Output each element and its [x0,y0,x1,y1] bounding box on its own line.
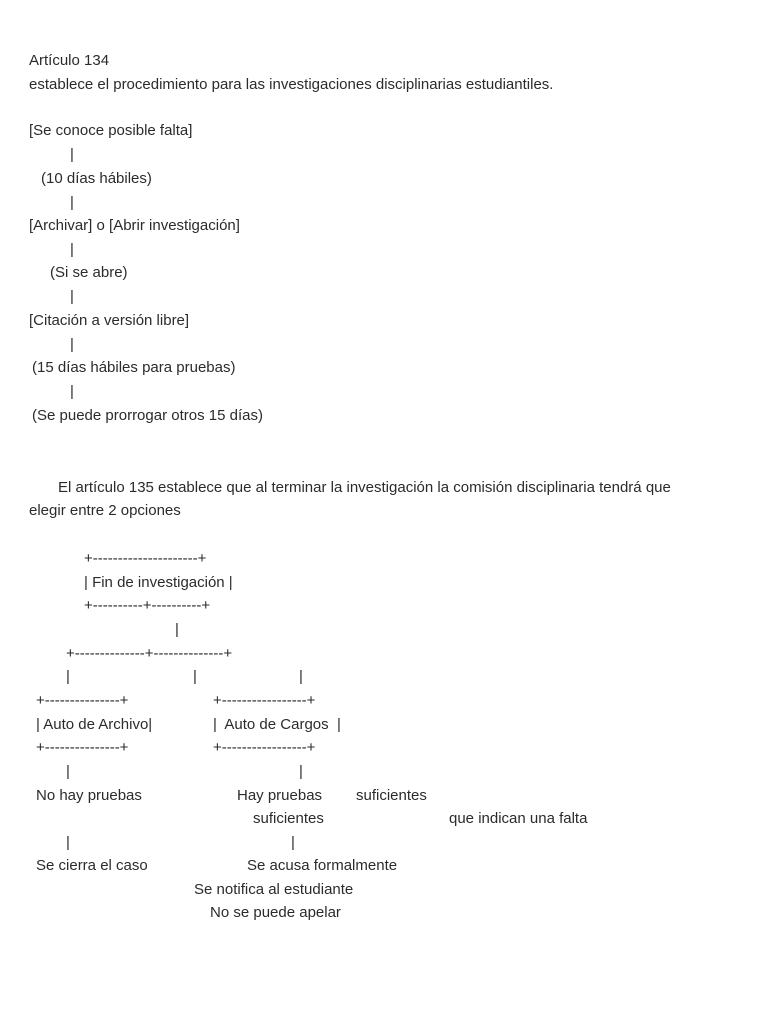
flow-time-15-days: (15 días hábiles para pruebas) [32,359,236,376]
diagram-branch-line: +--------------+--------------+ [66,645,233,662]
diagram-left-result: Se cierra el caso [36,857,148,874]
diagram-right-outcome-text-2: suficientes [253,810,324,827]
diagram-stem: | [175,621,179,638]
flow-arrow: | [70,336,74,353]
diagram-middle-pipe: | [193,668,197,685]
diagram-right-result-2: Se notifica al estudiante [194,881,354,898]
diagram-right-pipe-3: | [291,834,295,851]
diagram-right-pipe-2: | [299,763,303,780]
flow-step-possible-fault: [Se conoce posible falta] [29,122,193,139]
diagram-right-result-1: Se acusa formalmente [247,857,398,874]
flow-step-citation: [Citación a versión libre] [29,312,190,329]
diagram-right-outcome-text-3: que indican una falta [449,810,588,827]
diagram-right-box-label: | Auto de Cargos | [213,716,341,733]
diagram-left-box-label: | Auto de Archivo| [36,716,153,733]
article-135-paragraph-line2: elegir entre 2 opciones [29,502,181,519]
flow-arrow: | [70,288,74,305]
flow-arrow: | [70,146,74,163]
diagram-right-outcome-text-suffix: suficientes [356,787,427,804]
diagram-right-pipe: | [299,668,303,685]
diagram-right-box-bottom: +-----------------+ [213,739,316,756]
diagram-left-pipe-2: | [66,763,70,780]
diagram-top-box-border: +---------------------+ [84,550,207,567]
diagram-left-box-top: +---------------+ [36,692,129,709]
diagram-left-pipe: | [66,668,70,685]
diagram-top-box-label: | Fin de investigación | [84,574,233,591]
flow-condition-if-opened: (Si se abre) [50,264,128,281]
article-134-title: Artículo 134 [29,52,110,69]
diagram-left-outcome-text: No hay pruebas [36,787,142,804]
diagram-right-result-3: No se puede apelar [210,904,341,921]
flow-arrow: | [70,194,74,211]
diagram-left-pipe-3: | [66,834,70,851]
flow-step-archive-or-open: [Archivar] o [Abrir investigación] [29,217,240,234]
flow-arrow: | [70,383,74,400]
article-134-intro: establece el procedimiento para las investigaciones disciplinarias estudiantiles. [29,76,554,93]
article-135-paragraph-line1: El artículo 135 establece que al terminar la investigación la comisión disciplinaria tendrá que [58,479,671,496]
flow-time-10-days: (10 días hábiles) [41,170,152,187]
flow-arrow: | [70,241,74,258]
diagram-right-outcome-text: Hay pruebas [237,787,323,804]
diagram-right-box-top: +-----------------+ [213,692,316,709]
diagram-top-box-bottom: +----------+----------+ [84,597,211,614]
flow-time-extension: (Se puede prorrogar otros 15 días) [32,407,263,424]
diagram-left-box-bottom: +---------------+ [36,739,129,756]
